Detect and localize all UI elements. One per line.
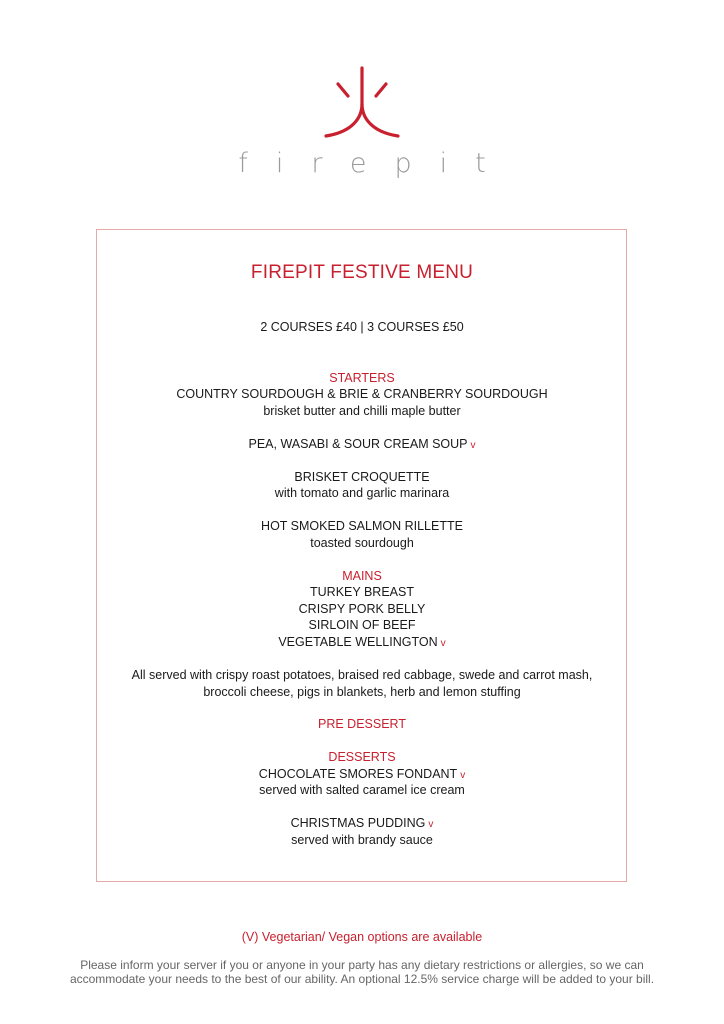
vegetarian-marker: v: [428, 819, 434, 830]
menu-title: FIREPIT FESTIVE MENU: [250, 262, 474, 283]
disclaimer-line: Please inform your server if you or anyone in your party has any dietary restrictions or allergies, so we can: [80, 958, 644, 972]
menu-item-name: VEGETABLE WELLINGTON: [278, 635, 438, 649]
vegetarian-note: (V) Vegetarian/ Vegan options are available: [241, 930, 483, 944]
flame-logo-icon: [322, 66, 402, 140]
menu-item-name: CHOCOLATE SMORES FONDANT: [258, 767, 458, 781]
menu-item-desc: brisket butter and chilli maple butter: [263, 404, 461, 418]
menu-item-desc: with tomato and garlic marinara: [274, 486, 450, 500]
menu-item: [0, 436, 724, 454]
section-heading-pre-dessert: PRE DESSERT: [318, 717, 406, 731]
menu-item: [0, 815, 724, 833]
menu-item-name: PEA, WASABI & SOUR CREAM SOUP: [248, 437, 468, 451]
menu-item-desc: toasted sourdough: [310, 536, 414, 550]
mains-served-with: All served with crispy roast potatoes, braised red cabbage, swede and carrot mash,: [131, 668, 593, 682]
section-heading-starters: STARTERS: [329, 371, 395, 385]
menu-prices: 2 COURSES £40 | 3 COURSES £50: [260, 320, 464, 334]
menu-item-name: CHRISTMAS PUDDING: [290, 816, 426, 830]
mains-served-with: broccoli cheese, pigs in blankets, herb and lemon stuffing: [203, 685, 521, 699]
menu-item-name: TURKEY BREAST: [310, 585, 414, 599]
menu-item-desc: served with brandy sauce: [291, 833, 433, 847]
menu-item-name: COUNTRY SOURDOUGH & BRIE & CRANBERRY SOURDOUGH: [176, 387, 548, 401]
disclaimer-line: accommodate your needs to the best of our ability. An optional 12.5% service charge will be added to your bill.: [69, 972, 655, 986]
vegetarian-marker: v: [470, 440, 476, 451]
section-heading-desserts: DESSERTS: [328, 750, 396, 764]
menu-item: [0, 634, 724, 652]
allergy-disclaimer: [0, 958, 724, 986]
menu-item-desc: served with salted caramel ice cream: [259, 783, 465, 797]
brand-logo: [0, 66, 724, 140]
section-heading-mains: MAINS: [342, 569, 382, 583]
menu-item-name: HOT SMOKED SALMON RILLETTE: [261, 519, 463, 533]
menu-item-name: BRISKET CROQUETTE: [294, 470, 430, 484]
menu-item-name: CRISPY PORK BELLY: [298, 602, 426, 616]
menu-item-name: SIRLOIN OF BEEF: [308, 618, 416, 632]
vegetarian-marker: v: [460, 770, 466, 781]
brand-wordmark: firepit: [238, 148, 514, 179]
vegetarian-marker: v: [440, 638, 446, 649]
